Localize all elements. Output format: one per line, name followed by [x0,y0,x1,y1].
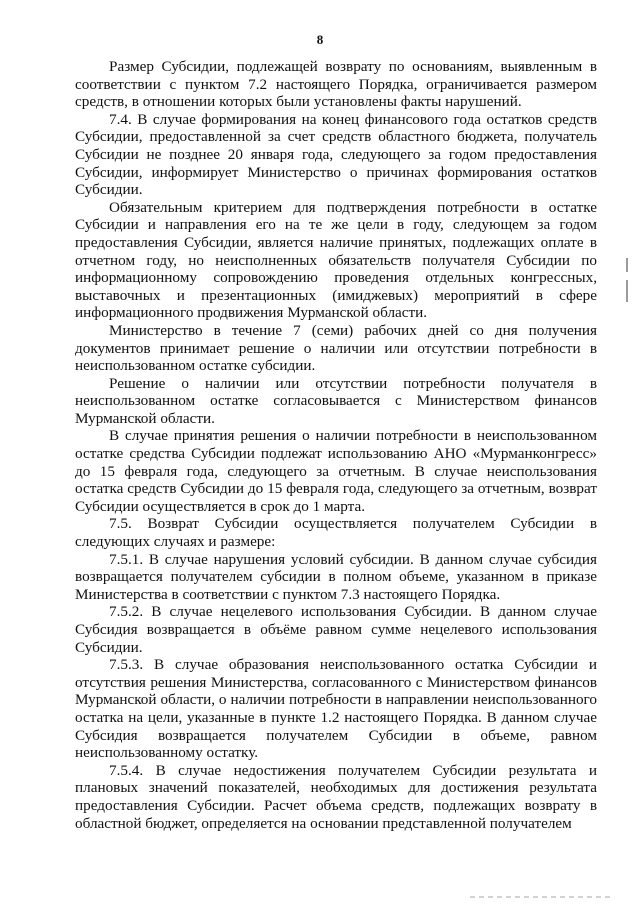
paragraph-7-4: 7.4. В случае формирования на конец финансового года остатков средств Субсидии, предоставленной за счет средств областного бюджета, получатель Субсидии не позднее 20 января года, следующего за годом предоставления Субсидии, информирует Министерство о причинах формирования остатков Субсидии. [75,110,597,199]
paragraph-7-5-3: 7.5.3. В случае образования неиспользованного остатка Субсидии и отсутствия решения Министерства, согласованного с Министерством финансов Мурманской области, о наличии потребности в направлении неиспользованного остатка на цели, указанные в пункте 1.2 настоящего Порядка. В данном случае Субсидия возвращается получателем Субсидии в объеме, равном неиспользованному остатку. [75,656,597,762]
scan-margin-mark [626,258,628,272]
paragraph-finance-approval: Решение о наличии или отсутствии потребности получателя в неиспользованном остатке согласовывается с Министерством финансов Мурманской области. [75,374,597,427]
page-number: 8 [316,32,324,47]
paragraph-7-5-2: 7.5.2. В случае нецелевого использования Субсидии. В данном случае Субсидия возвращается в объёме равном сумме нецелевого использования Субсидии. [75,603,597,656]
paragraph-7-5-1: 7.5.1. В случае нарушения условий субсидии. В данном случае субсидия возвращается получателем субсидии в полном объеме, указанном в приказе Министерства в соответствии с пунктом 7.3 настоящего Порядка. [75,550,597,603]
paragraph-ministry-decision: Министерство в течение 7 (семи) рабочих дней со дня получения документов принимает решение о наличии или отсутствии потребности в неиспользованном остатке субсидии. [75,321,597,375]
paragraph-criterion: Обязательным критерием для подтверждения потребности в остатке Субсидии и направления его на те же цели в году, следующем за годом предоставления Субсидии, является наличие принятых, подлежащих оплате в отчетном году, но неисполненных обязательств получателя Субсидии по информационному сопровождению проведения отдельных конгрессных, выставочных и презентационных (имиджевых) мероприятий в сфере информационного продвижения Мурманской области. [75,198,597,322]
paragraph-7-5: 7.5. Возврат Субсидии осуществляется получателем Субсидии в следующих случаях и размере: [75,515,597,551]
paragraph-remainder-usage: В случае принятия решения о наличии потребности в неиспользованном остатке средства Субсидии подлежат использованию АНО «Мурманконгресс» до 15 февраля года, следующего за отчетным. В случае неиспользования остатка средств Субсидии до 15 февраля года, следующего за отчетным, возврат Субсидии осуществляется в срок до 1 марта. [75,427,597,515]
document-body [75,58,597,832]
paragraph-refund-size: Размер Субсидии, подлежащей возврату по основаниям, выявленным в соответствии с пунктом 7.2 настоящего Порядка, ограничивается размером средств, в отношении которых были установлены факты нарушений. [75,58,597,111]
scan-artifact [470,896,610,898]
paragraph-7-5-4: 7.5.4. В случае недостижения получателем Субсидии результата и плановых значений показателей, необходимых для достижения результата предоставления Субсидии. Расчет объема средств, подлежащих возврату в областной бюджет, определяется на основании представленной получателем [75,761,597,832]
scan-margin-mark [626,280,628,302]
